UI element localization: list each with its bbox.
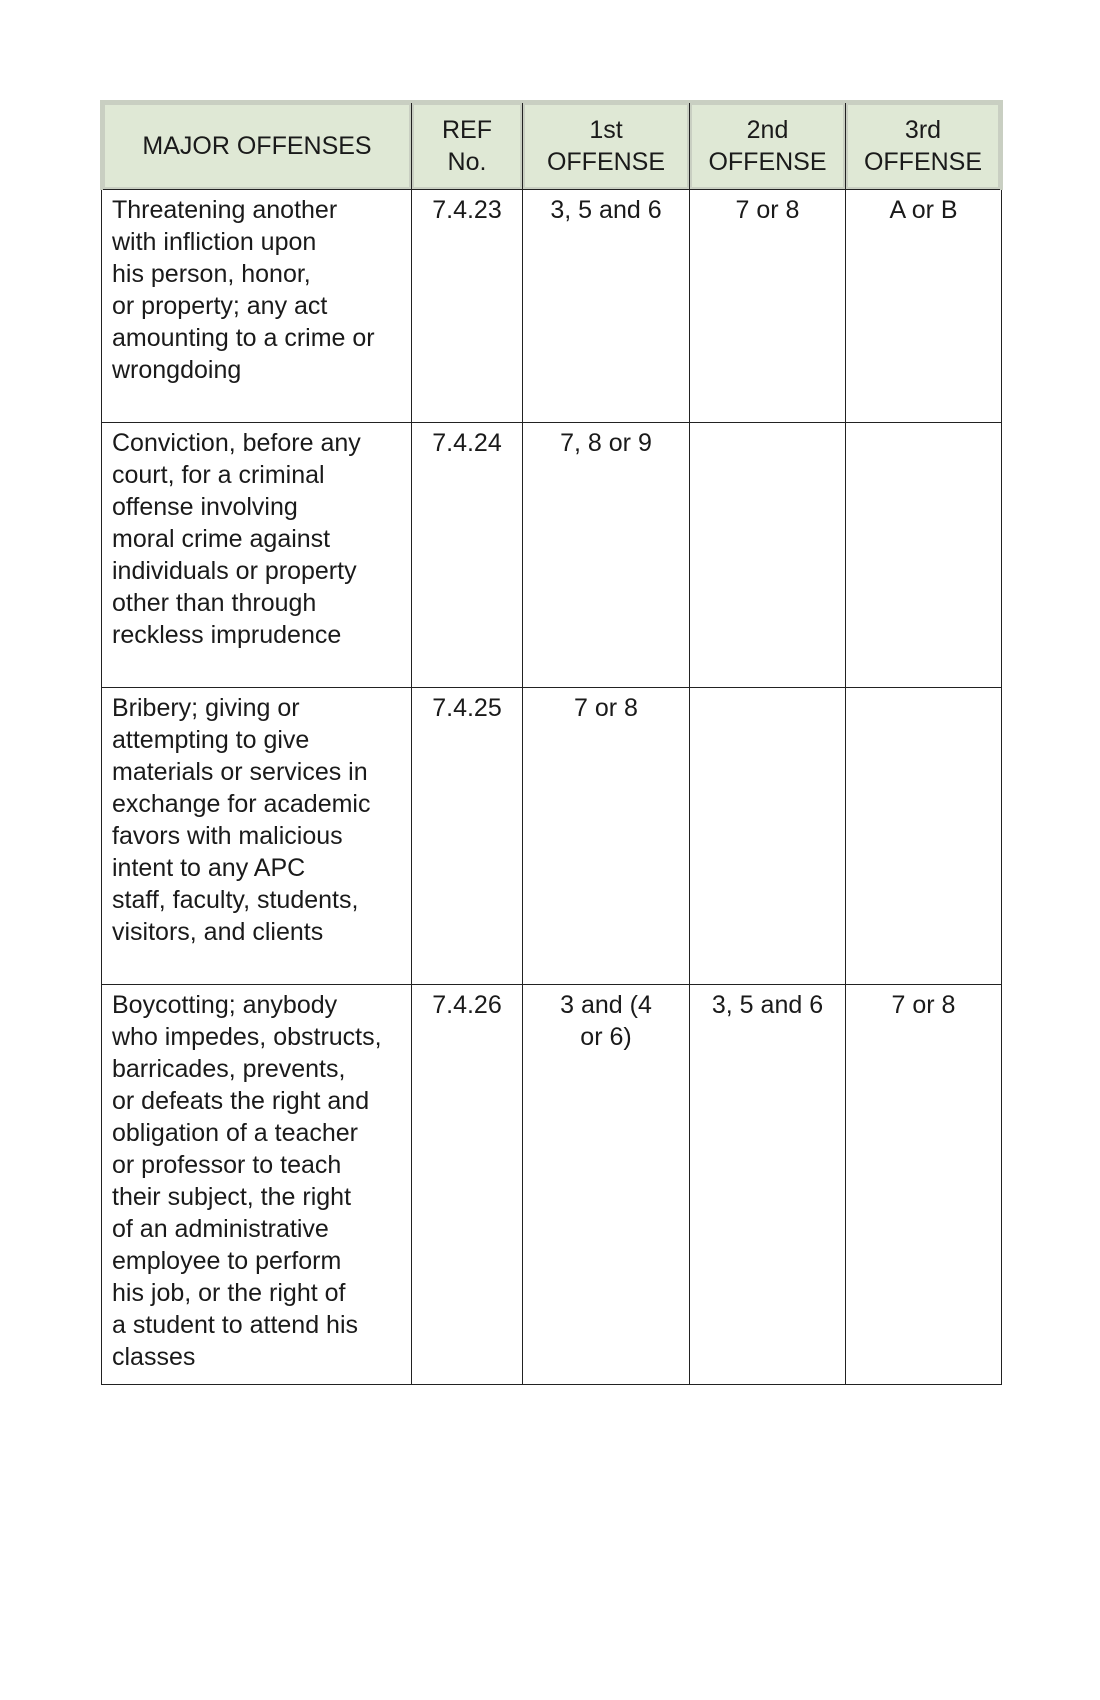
table-row	[102, 190, 1002, 423]
ref-number: 7.4.23	[412, 190, 523, 423]
third-offense-sanction: A or B	[846, 190, 1002, 423]
header-third-offense: 3rd OFFENSE	[846, 102, 1002, 190]
second-offense-sanction: 3, 5 and 6	[690, 985, 846, 1385]
table-row	[102, 423, 1002, 688]
ref-number: 7.4.24	[412, 423, 523, 688]
first-offense-sanction: 3, 5 and 6	[523, 190, 690, 423]
ref-number: 7.4.26	[412, 985, 523, 1385]
offense-description: Conviction, before any court, for a criminal offense involving moral crime against individuals or property other than through reckless imprudence	[102, 423, 412, 688]
offense-description: Threatening another with infliction upon his person, honor, or property; any act amounting to a crime or wrongdoing	[102, 190, 412, 423]
table-row	[102, 688, 1002, 985]
third-offense-sanction	[846, 688, 1002, 985]
third-offense-sanction	[846, 423, 1002, 688]
first-offense-sanction: 3 and (4 or 6)	[523, 985, 690, 1385]
first-offense-sanction: 7, 8 or 9	[523, 423, 690, 688]
second-offense-sanction: 7 or 8	[690, 190, 846, 423]
table-body	[102, 190, 1002, 1385]
header-first-offense: 1st OFFENSE	[523, 102, 690, 190]
header-row	[102, 102, 1002, 190]
header-ref-no: REF No.	[412, 102, 523, 190]
offense-description: Bribery; giving or attempting to give materials or services in exchange for academic favors with malicious intent to any APC staff, faculty, students, visitors, and clients	[102, 688, 412, 985]
second-offense-sanction	[690, 688, 846, 985]
third-offense-sanction: 7 or 8	[846, 985, 1002, 1385]
header-second-offense: 2nd OFFENSE	[690, 102, 846, 190]
header-major-offenses: MAJOR OFFENSES	[102, 102, 412, 190]
second-offense-sanction	[690, 423, 846, 688]
table-header	[102, 102, 1002, 190]
table-row	[102, 985, 1002, 1385]
offense-description: Boycotting; anybody who impedes, obstructs, barricades, prevents, or defeats the right and obligation of a teacher or professor to teach their subject, the right of an administrative employee to perform his job, or the right of a student to attend his classes	[102, 985, 412, 1385]
ref-number: 7.4.25	[412, 688, 523, 985]
major-offenses-table	[100, 100, 1003, 1385]
first-offense-sanction: 7 or 8	[523, 688, 690, 985]
